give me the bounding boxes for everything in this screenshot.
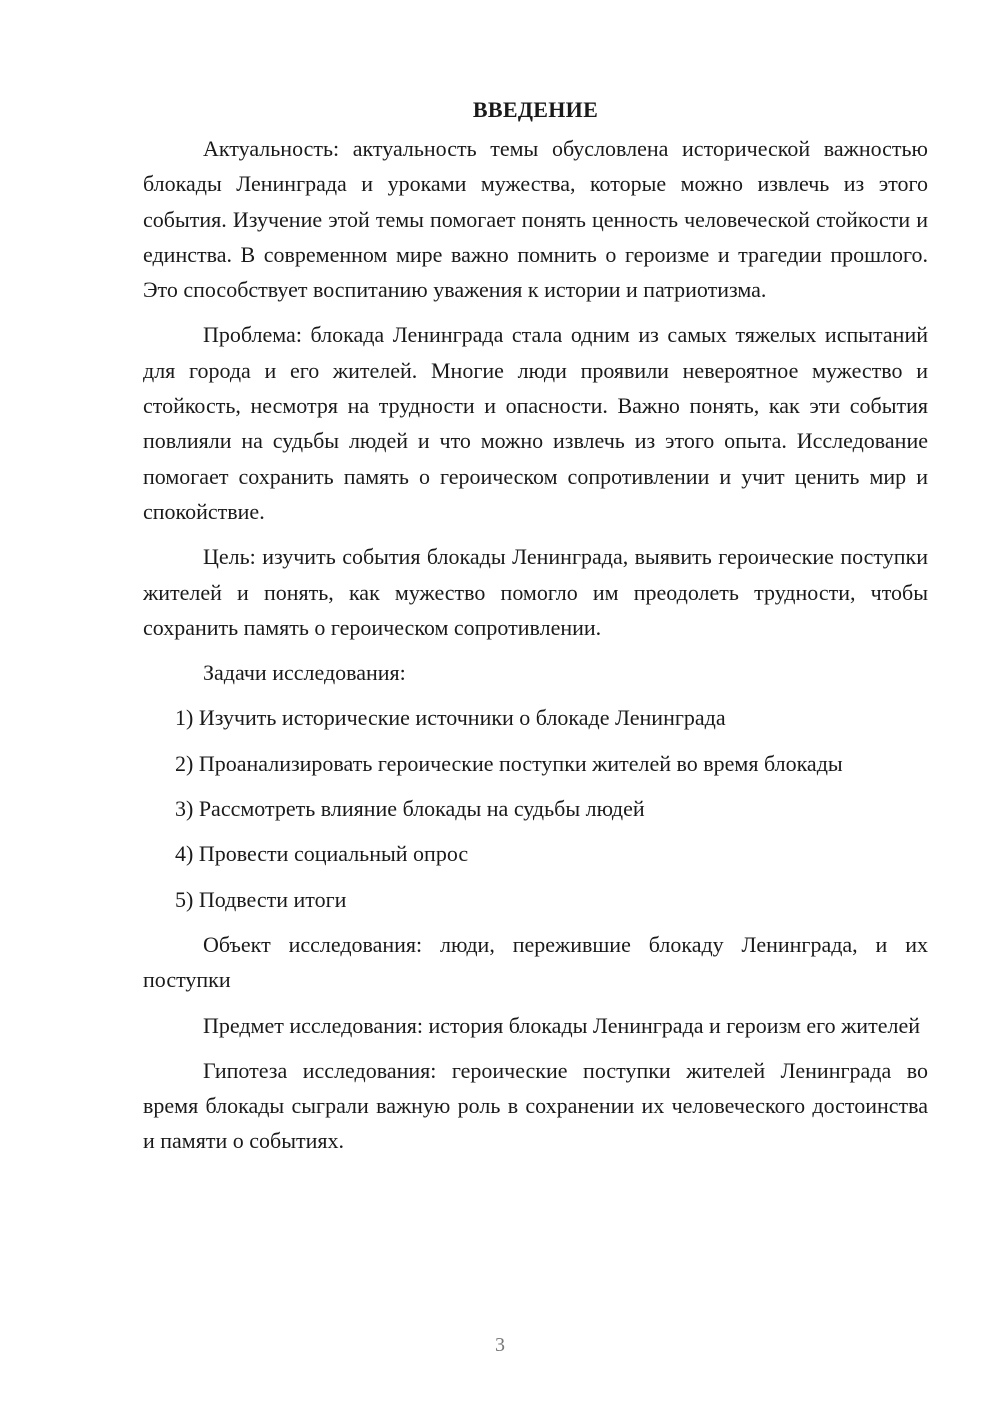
task-item-3: 3) Рассмотреть влияние блокады на судьбы людей	[175, 796, 645, 822]
object-paragraph: Объект исследования: люди, пережившие блокаду Ленинграда, и их поступки	[143, 931, 928, 993]
subject-paragraph: Предмет исследования: история блокады Ленинграда и героизм его жителей	[203, 1012, 920, 1038]
page-number: 3	[495, 1334, 505, 1356]
goal-paragraph: Цель: изучить события блокады Ленинграда, выявить героические поступки жителей и понять, как мужество помогло им преодолеть трудности, чтобы сохранить память о героическом сопротивлении.	[143, 544, 928, 640]
problem-paragraph: Проблема: блокада Ленинграда стала одним из самых тяжелых испытаний для города и его жителей. Многие люди проявили невероятное мужество и стойкость, несмотря на трудности и опасности. Важно понять, как эти события повлияли на судьбы людей и что можно извлечь из этого опыта. Исследование помогает сохранить память о героическом сопротивлении и учит ценить мир и спокойствие.	[143, 322, 928, 524]
task-item-5: 5) Подвести итоги	[175, 886, 347, 912]
task-item-4: 4) Провести социальный опрос	[175, 841, 469, 867]
page-content	[143, 92, 928, 1169]
tasks-heading: Задачи исследования:	[203, 660, 406, 686]
task-item-2: 2) Проанализировать героические поступки жителей во время блокады	[175, 750, 843, 776]
task-item-1: 1) Изучить исторические источники о блокаде Ленинграда	[175, 705, 726, 731]
relevance-paragraph: Актуальность: актуальность темы обусловлена исторической важностью блокады Ленинграда и уроками мужества, которые можно извлечь из этого события. Изучение этой темы помогает понять ценность человеческой стойкости и единства. В современном мире важно помнить о героизме и трагедии прошлого. Это способствует воспитанию уважения к истории и патриотизма.	[143, 136, 928, 303]
hypothesis-paragraph: Гипотеза исследования: героические поступки жителей Ленинграда во время блокады сыграли важную роль в сохранении их человеческого достоинства и памяти о событиях.	[143, 1057, 928, 1154]
section-title: ВВЕДЕНИЕ	[472, 97, 599, 122]
